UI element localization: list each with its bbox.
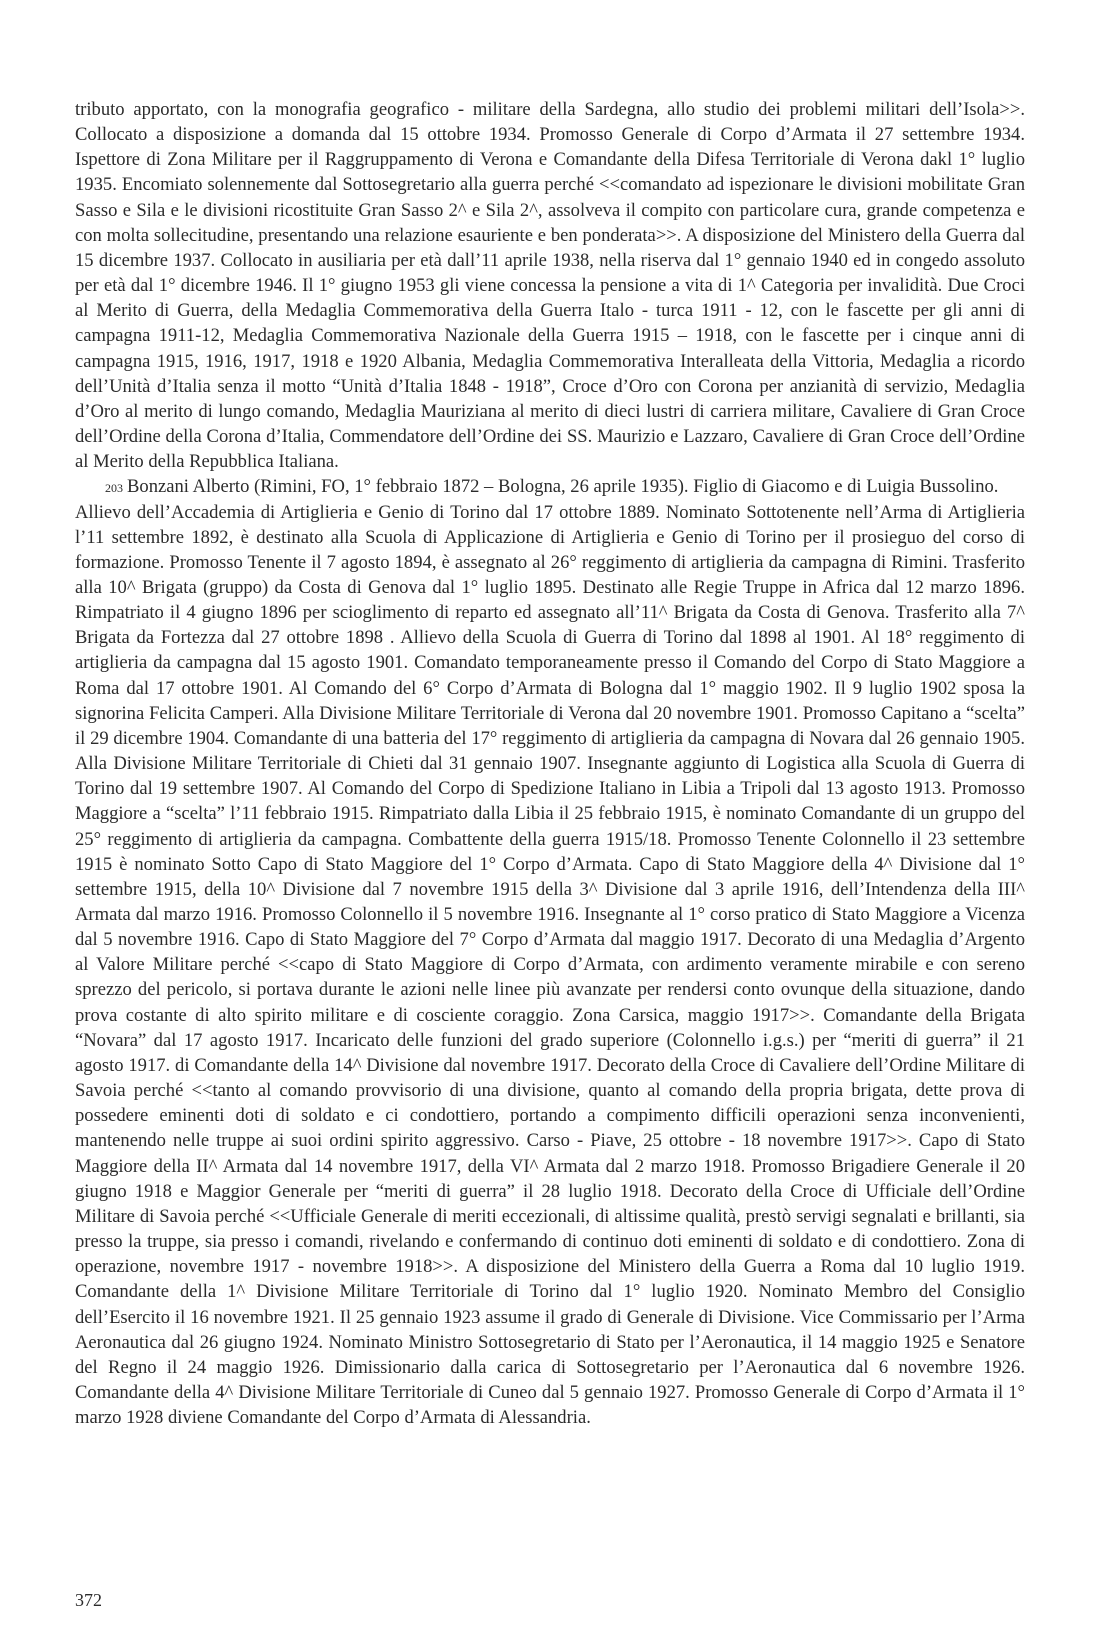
footnote-intro-paragraph xyxy=(75,474,1025,499)
footnote-intro-text: Bonzani Alberto (Rimini, FO, 1° febbraio 1872 – Bologna, 26 aprile 1935). Figlio di Giacomo e di Luigia Bussolino. xyxy=(127,476,999,498)
continuation-paragraph: tributo apportato, con la monografia geografico - militare della Sardegna, allo studio dei problemi militari dell’Isola>>. Collocato a disposizione a domanda dal 15 ottobre 1934. Promosso Generale di Corpo d’Armata il 27 settembre 1934. Ispettore di Zona Militare per il Raggruppamento di Verona e Comandante della Difesa Territoriale di Verona dakl 1° luglio 1935. Encomiato solennemente dal Sottosegretario alla guerra perché <<comandato ad ispezionare le divisioni mobilitate Gran Sasso e Sila e le divisioni ricostituite Gran Sasso 2^ e Sila 2^, assolveva il compito con particolare cura, grande competenza e con molta sollecitudine, presentando una relazione esauriente e ben ponderata>>. A disposizione del Ministero della Guerra dal 15 dicembre 1937. Collocato in ausiliaria per età dall’11 aprile 1938, nella riserva dal 1° gennaio 1940 ed in congedo assoluto per età dal 1° dicembre 1946. Il 1° giugno 1953 gli viene concessa la pensione a vita di 1^ Categoria per invalidità. Due Croci al Merito di Guerra, della Medaglia Commemorativa della Guerra Italo - turca 1911 - 12, con le fascette per gli anni di campagna 1911-12, Medaglia Commemorativa Nazionale della Guerra 1915 – 1918, con le fascette per i cinque anni di campagna 1915, 1916, 1917, 1918 e 1920 Albania, Medaglia Commemorativa Interalleata della Vittoria, Medaglia a ricordo dell’Unità d’Italia senza il motto “Unità d’Italia 1848 - 1918”, Croce d’Oro con Corona per anzianità di servizio, Medaglia d’Oro al merito di lungo comando, Medaglia Mauriziana al merito di dieci lustri di carriera militare, Cavaliere di Gran Croce dell’Ordine della Corona d’Italia, Commendatore dell’Ordine dei SS. Maurizio e Lazzaro, Cavaliere di Gran Croce dell’Ordine al Merito della Repubblica Italiana. xyxy=(75,99,1025,473)
page-number: 372 xyxy=(75,1590,102,1610)
footnote-body-paragraph: Allievo dell’Accademia di Artiglieria e Genio di Torino dal 17 ottobre 1889. Nominato Sottotenente nell’Arma di Artiglieria l’11 settembre 1892, è destinato alla Scuola di Applicazione di Artiglieria e Genio di Torino per il prosieguo del corso di formazione. Promosso Tenente il 7 agosto 1894, è assegnato al 26° reggimento di artiglieria da campagna di Rimini. Trasferito alla 10^ Brigata (gruppo) da Costa di Genova dal 1° luglio 1895. Destinato alle Regie Truppe in Africa dal 12 marzo 1896. Rimpatriato il 4 giugno 1896 per scioglimento di reparto ed assegnato all’11^ Brigata da Costa di Genova. Trasferito alla 7^ Brigata da Fortezza dal 27 ottobre 1898 . Allievo della Scuola di Guerra di Torino dal 1898 al 1901. Al 18° reggimento di artiglieria da campagna dal 15 agosto 1901. Comandato temporaneamente presso il Comando del Corpo di Stato Maggiore a Roma dal 17 ottobre 1901. Al Comando del 6° Corpo d’Armata di Bologna dal 1° maggio 1902. Il 9 luglio 1902 sposa la signorina Felicita Camperi. Alla Divisione Militare Territoriale di Verona dal 20 novembre 1901. Promosso Capitano a “scelta” il 29 dicembre 1904. Comandante di una batteria del 17° reggimento di artiglieria da campagna di Novara dal 26 gennaio 1905. Alla Divisione Militare Territoriale di Chieti dal 31 gennaio 1907. Insegnante aggiunto di Logistica alla Scuola di Guerra di Torino dal 19 settembre 1907. Al Comando del Corpo di Spedizione Italiano in Libia a Tripoli dal 13 agosto 1913. Promosso Maggiore a “scelta” l’11 febbraio 1915. Rimpatriato dalla Libia il 25 febbraio 1915, è nominato Comandante di un gruppo del 25° reggimento di artiglieria da campagna. Combattente della guerra 1915/18. Promosso Tenente Colonnello il 23 settembre 1915 è nominato Sotto Capo di Stato Maggiore del 1° Corpo d’Armata. Capo di Stato Maggiore della 4^ Divisione dal 1° settembre 1915, della 10^ Divisione dal 7 novembre 1915 della 3^ Divisione dal 3 aprile 1916, dell’Intendenza della III^ Armata dal marzo 1916. Promosso Colonnello il 5 novembre 1916. Insegnante al 1° corso pratico di Stato Maggiore a Vicenza dal 5 novembre 1916. Capo di Stato Maggiore del 7° Corpo d’Armata dal maggio 1917. Decorato di una Medaglia d’Argento al Valore Militare perché <<capo di Stato Maggiore di Corpo d’Armata, con ardimento veramente mirabile e con sereno sprezzo del pericolo, si portava durante le azioni nelle linee più avanzate per rendersi conto ovunque della situazione, dando prova costante di alto spirito militare e di cosciente coraggio. Zona Carsica, maggio 1917>>. Comandante della Brigata “Novara” dal 17 agosto 1917. Incaricato delle funzioni del grado superiore (Colonnello i.g.s.) per “meriti di guerra” il 21 agosto 1917. di Comandante della 14^ Divisione dal novembre 1917. Decorato della Croce di Cavaliere dell’Ordine Militare di Savoia perché <<tanto al comando provvisorio di una divisione, quanto al comando della propria brigata, dette prova di possedere eminenti doti di soldato e ci condottiero, portando a compimento difficili operazioni senza inconvenienti, mantenendo nelle truppe ai suoi ordini spirito aggressivo. Carso - Piave, 25 ottobre - 18 novembre 1917>>. Capo di Stato Maggiore della II^ Armata dal 14 novembre 1917, della VI^ Armata dal 2 marzo 1918. Promosso Brigadiere Generale il 20 giugno 1918 e Maggior Generale per “meriti di guerra” il 28 luglio 1918. Decorato della Croce di Ufficiale dell’Ordine Militare di Savoia perché <<Ufficiale Generale di meriti eccezionali, di altissime qualità, prestò servigi segnalati e brillanti, sia presso la truppe, sia presso i comandi, rivelando e confermando di continuo doti eminenti di soldato e di condottiero. Zona di operazione, novembre 1917 - novembre 1918>>. A disposizione del Ministero della Guerra a Roma dal 10 luglio 1919. Comandante della 1^ Divisione Militare Territoriale di Torino dal 1° luglio 1920. Nominato Membro del Consiglio dell’Esercito il 16 novembre 1921. Il 25 gennaio 1923 assume il grado di Generale di Divisione. Vice Commissario per l’Arma Aeronautica dal 26 giugno 1924. Nominato Ministro Sottosegretario di Stato per l’Aeronautica, il 14 maggio 1925 e Senatore del Regno il 24 maggio 1926. Dimissionario dalla carica di Sottosegretario per l’Aeronautica dal 6 novembre 1926. Comandante della 4^ Divisione Militare Territoriale di Cuneo dal 5 gennaio 1927. Promosso Generale di Corpo d’Armata il 1° marzo 1928 diviene Comandante del Corpo d’Armata di Alessandria. xyxy=(75,501,1025,1429)
footnote-number: 203 xyxy=(105,481,123,496)
body-text xyxy=(75,97,1025,1430)
